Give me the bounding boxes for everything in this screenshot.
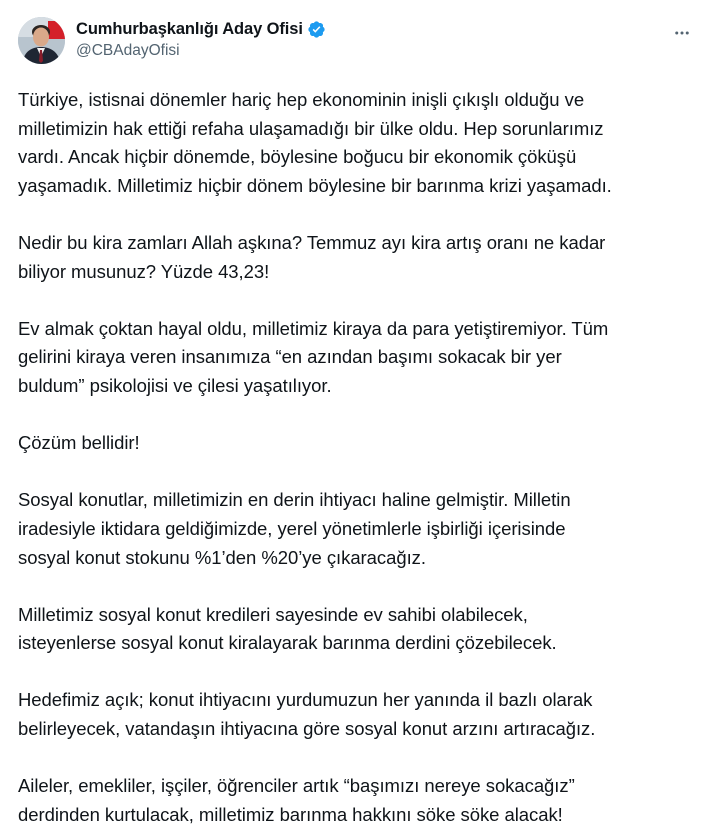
more-horizontal-icon bbox=[673, 24, 691, 42]
display-name[interactable]: Cumhurbaşkanlığı Aday Ofisi bbox=[76, 19, 303, 38]
author-names bbox=[76, 18, 326, 60]
display-name-row bbox=[76, 18, 326, 40]
tweet-paragraph: Çözüm bellidir! bbox=[18, 432, 140, 454]
tweet-paragraph: Milletimiz sosyal konut kredileri sayesinde ev sahibi olabilecek, isteyenlerse sosyal konut kiralayarak barınma derdini çözebilecek. bbox=[18, 603, 557, 654]
avatar[interactable] bbox=[18, 17, 65, 64]
tweet-paragraph: Hedefimiz açık; konut ihtiyacını yurdumuzun her yanında il bazlı olarak belirleyecek, vatandaşın ihtiyacına göre sosyal konut arzını artıracağız. bbox=[18, 689, 596, 740]
tweet-paragraph: Nedir bu kira zamları Allah aşkına? Temmuz ayı kira artış oranı ne kadar biliyor musunuz? Yüzde 43,23! bbox=[18, 231, 606, 282]
tweet-paragraph: Ev almak çoktan hayal oldu, milletimiz kiraya da para yetiştiremiyor. Tüm gelirini kiraya veren insanımıza “en azından başımı sokacak bir yer buldum” psikolojisi ve çilesi yaşatılıyor. bbox=[18, 317, 609, 396]
tweet-header bbox=[18, 14, 693, 66]
verified-badge-icon[interactable] bbox=[307, 20, 326, 39]
tweet-text bbox=[18, 86, 698, 829]
tweet-paragraph: Sosyal konutlar, milletimizin en derin ihtiyacı haline gelmiştir. Milletin iradesiyle iktidara geldiğimizde, yerel yönetimlerle işbirliği içerisinde sosyal konut stokunu %1’den %20’ye çıkaracağız. bbox=[18, 489, 571, 568]
author-handle[interactable]: @CBAdayOfisi bbox=[76, 42, 180, 59]
avatar-image bbox=[18, 17, 65, 64]
tweet-paragraph: Aileler, emekliler, işçiler, öğrenciler artık “başımızı nereye sokacağız” derdinden kurtulacak, milletimiz barınma hakkını söke söke alacak! bbox=[18, 775, 575, 825]
tweet-paragraph: Türkiye, istisnai dönemler hariç hep ekonominin inişli çıkışlı olduğu ve milletimizin hak ettiği refaha ulaşamadığı bir ülke oldu. Hep sorunlarımız vardı. Ancak hiçbir dönemde, böylesine boğucu bir ekonomik çöküşü yaşamadık. Milletimiz hiçbir dönem böylesine bir barınma krizi yaşamadı. bbox=[18, 89, 612, 196]
more-options-button[interactable] bbox=[671, 22, 693, 44]
